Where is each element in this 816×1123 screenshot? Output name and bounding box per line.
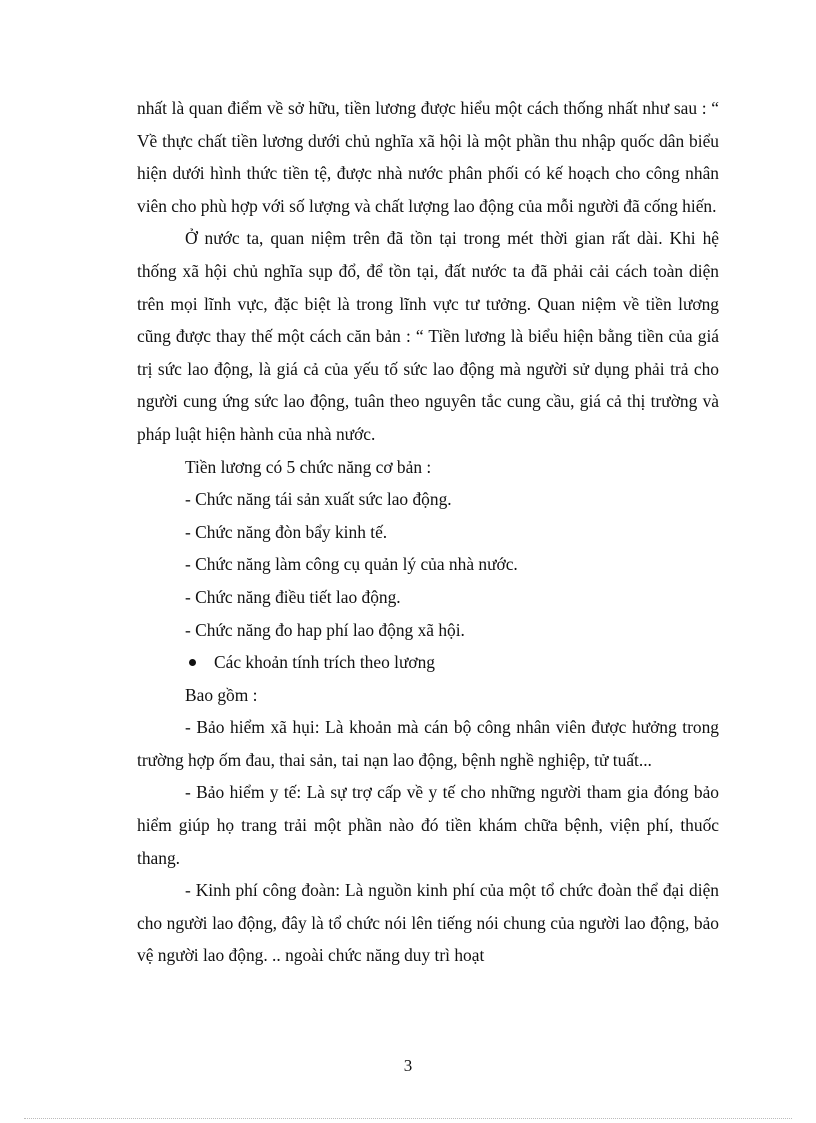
bullet-dot-icon xyxy=(189,659,196,666)
includes-label: Bao gồm : xyxy=(185,684,258,705)
paragraph-definition-continued: nhất là quan điểm về sở hữu, tiền lương được hiểu một cách thống nhất như sau : “ Về thực chất tiền lương dưới chủ nghĩa xã hội là một phần thu nhập quốc dân biểu hiện dưới hình thức tiền tệ, được nhà nước phân phối có kế hoạch cho công nhân viên cho phù hợp với số lượng và chất lượng lao động của mỗi người đã cống hiến. xyxy=(137,98,719,216)
paragraph-social-insurance: - Bảo hiểm xã hụi: Là khoản mà cán bộ công nhân viên được hưởng trong trường hợp ốm đau, thai sản, tai nạn lao động, bệnh nghề nghiệp, tử tuất... xyxy=(137,717,719,770)
page-number: 3 xyxy=(403,1056,413,1075)
paragraph-union-fee: - Kinh phí công đoàn: Là nguồn kinh phí của một tổ chức đoàn thể đại diện cho người lao động, đây là tổ chức nói lên tiếng nói chung của người lao động, bảo vệ người lao động. .. ngoài chức năng duy trì hoạt xyxy=(137,880,719,966)
function-item: - Chức năng đòn bẩy kinh tế. xyxy=(185,521,388,542)
paragraph-vietnam-concept: Ở nước ta, quan niệm trên đã tồn tại trong mét thời gian rất dài. Khi hệ thống xã hội chủ nghĩa sụp đổ, để tồn tại, đất nước ta đã phải cải cách toàn diện trên mọi lĩnh vực, đặc biệt là trong lĩnh vực tư tưởng. Quan niệm về tiền lương cũng được thay thế một cách căn bản : “ Tiền lương là biểu hiện bằng tiền của giá trị sức lao động, là giá cả của yếu tố sức lao động mà người sử dụng phải trả cho người cung ứng sức lao động, tuân theo nguyên tắc cung cầu, giá cả thị trường và pháp luật hiện hành của nhà nước. xyxy=(137,228,719,444)
function-item: - Chức năng điều tiết lao động. xyxy=(185,586,401,607)
bullet-item-deductions xyxy=(137,646,719,679)
bullet-heading: Các khoản tính trích theo lương xyxy=(214,652,435,673)
function-item: - Chức năng làm công cụ quản lý của nhà nước. xyxy=(185,554,518,575)
body-text xyxy=(137,92,719,972)
paragraph-health-insurance: - Bảo hiểm y tế: Là sự trợ cấp về y tế cho những người tham gia đóng bảo hiểm giúp họ trang trải một phần nào đó tiền khám chữa bệnh, viện phí, thuốc thang. xyxy=(137,782,719,868)
functions-intro: Tiền lương có 5 chức năng cơ bản : xyxy=(185,456,432,477)
function-item: - Chức năng tái sản xuất sức lao động. xyxy=(185,489,452,510)
function-item: - Chức năng đo hap phí lao động xã hội. xyxy=(185,619,465,640)
page-bottom-divider xyxy=(24,1118,792,1119)
